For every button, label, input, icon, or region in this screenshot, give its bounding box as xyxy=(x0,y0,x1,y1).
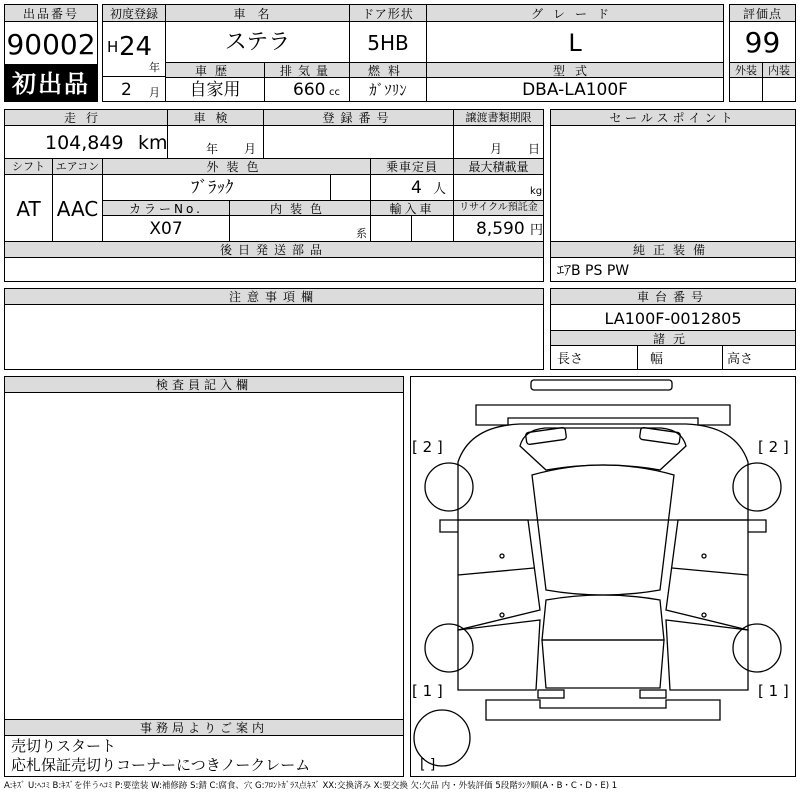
office-line-2: 応札保証売切りコーナーにつきノークレーム xyxy=(11,756,311,774)
car-name-label: 車名 xyxy=(233,7,282,21)
handle-rr xyxy=(702,613,706,617)
ext-color: ﾌﾞﾗｯｸ xyxy=(191,178,234,198)
right-door-split xyxy=(672,568,748,575)
score-label: 評価点 xyxy=(742,7,782,21)
recycle: 8,590 xyxy=(476,219,525,239)
ac-cell xyxy=(52,174,103,242)
capacity-label-cell xyxy=(370,158,454,175)
width-label: 幅 xyxy=(650,352,664,367)
later-parts-cell xyxy=(4,257,544,282)
inspector-label-cell xyxy=(4,376,404,393)
mileage-unit: km xyxy=(138,132,168,154)
sales-cell xyxy=(550,125,796,242)
office-cell xyxy=(4,735,404,777)
wheel-front-right xyxy=(733,463,781,511)
notes-label-cell xyxy=(4,288,544,305)
model-cell xyxy=(426,77,724,102)
shift-label: シフト xyxy=(12,160,45,173)
inspection-label: 車検 xyxy=(193,111,238,125)
headlight-left xyxy=(525,427,566,444)
mirror-left xyxy=(440,520,458,532)
license-plate xyxy=(538,690,564,698)
rear-body-right xyxy=(666,620,748,690)
grade-cell xyxy=(426,21,724,63)
month-unit: 月 xyxy=(149,86,160,99)
door-label-cell xyxy=(349,4,427,22)
int-color-label: 内装色 xyxy=(269,202,330,216)
chassis-label-cell xyxy=(550,288,796,305)
color-no-cell xyxy=(102,215,230,242)
ac-label-cell xyxy=(52,158,103,175)
displacement-label: 排気量 xyxy=(279,64,334,78)
displacement-unit: cc xyxy=(329,87,340,98)
license-plate-2 xyxy=(640,690,666,698)
sales-label: セールスポイント xyxy=(609,111,737,125)
reg-year: 24 xyxy=(119,32,153,62)
mileage-label: 走行 xyxy=(63,111,108,125)
exterior-score-cell xyxy=(729,77,763,102)
int-color-unit: 系 xyxy=(356,227,367,240)
mileage-cell xyxy=(4,125,168,159)
interior-label-cell xyxy=(762,62,796,78)
lot-no-label: 出品番号 xyxy=(22,7,79,21)
rear-bumper xyxy=(486,700,720,720)
ext-color-sub-cell xyxy=(330,174,371,201)
reg-no-label-cell xyxy=(263,109,454,126)
door: 5HB xyxy=(367,31,409,55)
first-listing-text: 初出品 xyxy=(12,70,90,98)
first-listing-badge xyxy=(4,64,98,102)
equipment-cell xyxy=(550,257,796,282)
rear-body xyxy=(458,620,540,690)
car-diagram xyxy=(410,376,796,777)
wheel-rear-right xyxy=(733,624,781,672)
score-cell xyxy=(729,21,796,63)
handle-lr xyxy=(500,613,504,617)
office-label-cell xyxy=(4,719,404,736)
corner-1-left: [ 1 ] xyxy=(412,682,443,700)
handle-lf xyxy=(500,554,504,558)
fuel-label-cell xyxy=(349,62,427,78)
shift-cell xyxy=(4,174,53,242)
interior-score-cell xyxy=(762,77,796,102)
transfer-cell xyxy=(453,125,544,159)
spec-label: 諸元 xyxy=(652,332,693,346)
first-reg-label-cell xyxy=(102,4,166,22)
wheel-front-left xyxy=(425,463,473,511)
mirror-right xyxy=(748,520,766,532)
chassis: LA100F-0012805 xyxy=(604,309,742,328)
displacement-cell xyxy=(264,77,350,102)
inspection-month: 月 xyxy=(244,142,257,156)
wheel-rear-left xyxy=(425,624,473,672)
legend: A:ｷｽﾞ U:ﾍｺﾐ B:ｷｽﾞを伴うﾍｺﾐ P:要塗装 W:補修跡 S:錆 C:腐食、穴 G:ﾌﾛﾝﾄｶﾞﾗｽ点ｷｽﾞ XX:交換済み X:要交換 欠:欠品 内・外装評価 5段階ﾗﾝｸ順(A・B・C・D・E) 1 xyxy=(4,781,618,791)
grade: L xyxy=(568,29,582,57)
exterior-label-cell xyxy=(729,62,763,78)
mileage: 104,849 xyxy=(45,132,124,154)
spec-label-cell xyxy=(550,330,796,346)
ext-color-cell xyxy=(102,174,331,201)
notes-cell xyxy=(4,304,544,370)
first-reg-year-cell xyxy=(102,21,166,77)
history-cell xyxy=(165,77,265,102)
chassis-cell xyxy=(550,304,796,331)
shift-label-cell xyxy=(4,158,53,175)
hood xyxy=(458,424,748,520)
import-label: 輸入車 xyxy=(389,202,435,216)
recycle-unit: 円 xyxy=(530,223,544,238)
front-bumper-top xyxy=(531,380,672,390)
int-color-cell xyxy=(229,215,371,242)
transfer-month: 月 xyxy=(490,142,503,156)
inspection-year: 年 xyxy=(206,142,219,156)
interior-label: 内装 xyxy=(768,64,790,77)
color-no-label: カラーNo. xyxy=(129,202,203,216)
office-line-1: 売切りスタート xyxy=(11,737,117,755)
grade-label: グレード xyxy=(530,7,619,21)
transfer-label: 譲渡書類期限 xyxy=(465,111,532,124)
score-label-cell xyxy=(729,4,796,22)
equipment: ｴｱB PS PW xyxy=(557,263,630,279)
model: DBA-LA100F xyxy=(522,80,628,100)
inspection-cell xyxy=(167,125,264,159)
transfer-day: 日 xyxy=(528,142,541,156)
import-cell-b xyxy=(411,215,454,242)
inspection-label-cell xyxy=(167,109,264,126)
import-cell-a xyxy=(370,215,412,242)
left-body xyxy=(458,520,540,630)
empty-bracket: [ ] xyxy=(420,757,436,773)
capacity-cell xyxy=(370,174,454,201)
model-label-cell xyxy=(426,62,724,78)
color-no: X07 xyxy=(149,219,183,239)
color-no-label-cell xyxy=(102,200,230,216)
first-reg-label: 初度登録 xyxy=(109,7,158,21)
lot-no-cell xyxy=(4,21,98,65)
tailgate xyxy=(542,640,664,688)
max-load-label: 最大積載量 xyxy=(468,160,529,174)
later-parts-label-cell xyxy=(4,241,544,258)
ext-color-label: 外装色 xyxy=(206,160,267,174)
inspector-cell xyxy=(4,392,404,720)
windshield xyxy=(520,428,686,470)
height-label: 高さ xyxy=(727,352,754,367)
ac-label: エアコン xyxy=(55,160,100,173)
fuel-label: 燃料 xyxy=(367,64,408,78)
fuel-cell xyxy=(349,77,427,102)
history: 自家用 xyxy=(189,80,241,100)
capacity-label: 乗車定員 xyxy=(385,160,438,174)
grade-label-cell xyxy=(426,4,724,22)
height-cell xyxy=(722,345,796,370)
sales-label-cell xyxy=(550,109,796,126)
capacity: 4 xyxy=(411,178,422,198)
recycle-label: リサイクル預託金 xyxy=(459,202,538,213)
headlight-right xyxy=(639,427,680,444)
max-load-unit: kg xyxy=(530,186,543,197)
width-cell xyxy=(637,345,723,370)
capacity-unit: 人 xyxy=(433,182,447,197)
inspector-label: 検査員記入欄 xyxy=(155,378,252,392)
equipment-label-cell xyxy=(550,241,796,258)
era: H xyxy=(107,38,119,56)
corner-1-right: [ 1 ] xyxy=(758,682,789,700)
fuel: ｶﾞｿﾘﾝ xyxy=(369,81,407,99)
model-label: 型式 xyxy=(552,64,597,78)
right-body xyxy=(666,520,748,630)
exterior-label: 外装 xyxy=(735,64,757,77)
displacement: 660 xyxy=(293,80,326,100)
mileage-label-cell xyxy=(4,109,168,126)
import-label-cell xyxy=(370,200,454,216)
score: 99 xyxy=(744,26,781,59)
first-reg-month-cell xyxy=(102,76,166,102)
lot-no-label-cell xyxy=(4,4,98,22)
max-load-label-cell xyxy=(453,158,544,175)
transfer-label-cell xyxy=(453,109,544,126)
car-name-label-cell xyxy=(165,4,350,22)
office-label: 事務局よりご案内 xyxy=(139,721,268,735)
recycle-cell xyxy=(453,215,544,242)
later-parts-label: 後日発送部品 xyxy=(219,243,328,257)
history-label: 車歴 xyxy=(194,64,235,78)
equipment-label: 純正装備 xyxy=(632,243,713,257)
int-color-label-cell xyxy=(229,200,371,216)
left-door-split xyxy=(458,568,534,575)
car-name: ステラ xyxy=(224,30,291,55)
displacement-label-cell xyxy=(264,62,350,78)
notes-label: 注意事項欄 xyxy=(228,290,319,304)
door-label: ドア形状 xyxy=(362,7,414,21)
recycle-label-cell xyxy=(453,200,544,216)
lot-no: 90002 xyxy=(6,28,96,61)
ac: AAC xyxy=(56,197,99,221)
corner-2-right: [ 2 ] xyxy=(758,438,789,456)
roof xyxy=(532,465,674,595)
rear-window xyxy=(542,595,664,640)
reg-no-label: 登録番号 xyxy=(322,111,395,125)
year-unit: 年 xyxy=(149,61,160,74)
length-label: 長さ xyxy=(557,352,584,367)
length-cell xyxy=(550,345,638,370)
shift: AT xyxy=(16,197,41,221)
ext-color-label-cell xyxy=(102,158,371,175)
front-bumper xyxy=(476,405,730,425)
reg-no-cell xyxy=(263,125,454,159)
door-cell xyxy=(349,21,427,63)
handle-rf xyxy=(702,554,706,558)
car-name-cell xyxy=(165,21,350,63)
corner-2-left: [ 2 ] xyxy=(412,438,443,456)
chassis-label: 車台番号 xyxy=(636,290,709,304)
history-label-cell xyxy=(165,62,265,78)
max-load-cell xyxy=(453,174,544,201)
reg-month: 2 xyxy=(121,80,132,100)
